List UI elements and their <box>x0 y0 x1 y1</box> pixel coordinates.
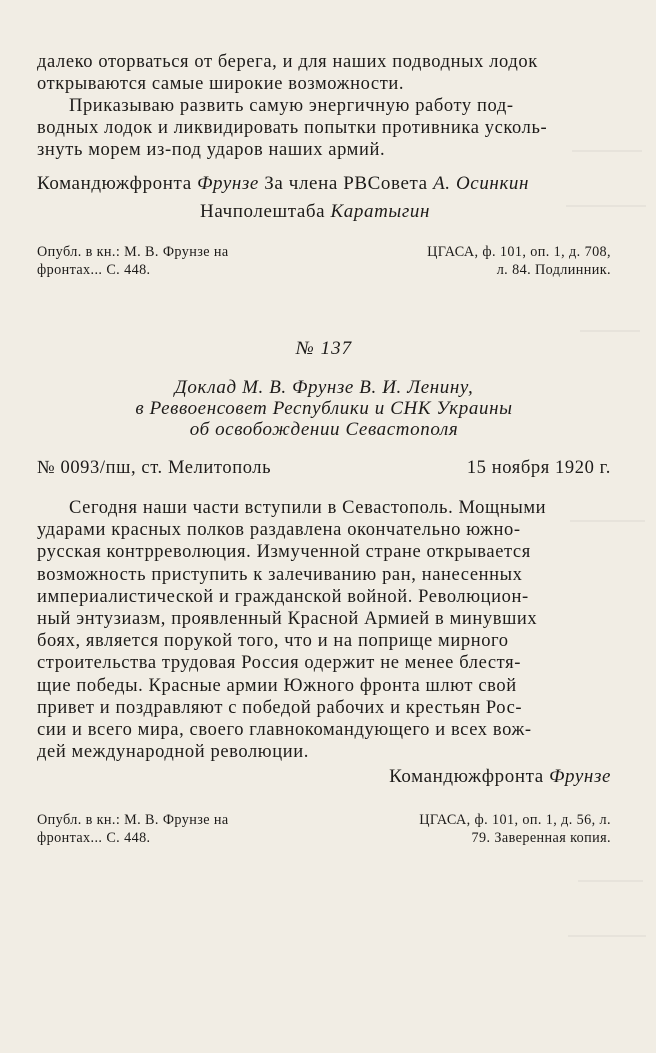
document-number: № 137 <box>295 338 353 359</box>
commander-title: Командюжфронта <box>37 173 192 194</box>
document-reference: № 0093/пш, ст. Мелитополь <box>37 458 272 478</box>
chief-name: Каратыгин <box>330 201 430 222</box>
rvs-title: За члена РВСовета <box>264 173 428 194</box>
order-paragraph: Приказываю развить самую энергичную работу под- водных лодок и ликвидировать попытки противника усколь- знуть морем из-под ударов наших армий. <box>37 96 548 161</box>
continued-paragraph: далеко оторваться от берега, и для наших подводных лодок открываются самые широкие возможности. <box>37 52 538 95</box>
commander-name-2: Фрунзе <box>549 766 611 787</box>
chief-title: Начполештаба <box>200 201 326 222</box>
document-title: Доклад М. В. Фрунзе В. И. Ленину, в Реввоенсовет Республики и СНК Украины об освобождении Севастополя <box>135 377 513 440</box>
rvs-name: А. Осинкин <box>433 173 530 194</box>
source-archive-1: ЦГАСА, ф. 101, оп. 1, д. 708, л. 84. Подлинник. <box>427 244 611 278</box>
source-published-1: Опубл. в кн.: М. В. Фрунзе на фронтах... С. 448. <box>37 244 229 278</box>
signature-line-3 <box>389 766 611 788</box>
source-archive-2: ЦГАСА, ф. 101, оп. 1, д. 56, л. 79. Заверенная копия. <box>419 812 611 846</box>
document-date: 15 ноября 1920 г. <box>466 458 611 478</box>
report-body: Сегодня наши части вступили в Севастополь. Мощными ударами красных полков раздавлена окончательно южно- русская контрреволюция. Измученной стране открывается возможность приступить к залечиванию ран, нанесенных империалистической и гражданской войной. Революцион- ный энтузиазм, проявленный Красной Армией в минувших боях, является порукой того, что и на поприще мирного строительства трудовая Россия одержит не менее блестя- щие победы. Красные армии Южного фронта шлют свой привет и поздравляют с победой рабочих и крестьян Рос- сии и всего мира, своего главнокомандующего и всех вож- дей международной революции. <box>37 498 547 763</box>
signature-line-1 <box>37 173 529 195</box>
commander-title-2: Командюжфронта <box>389 766 544 787</box>
signature-line-2 <box>200 201 430 223</box>
commander-name: Фрунзе <box>197 173 259 194</box>
source-published-2: Опубл. в кн.: М. В. Фрунзе на фронтах... С. 448. <box>37 812 229 846</box>
